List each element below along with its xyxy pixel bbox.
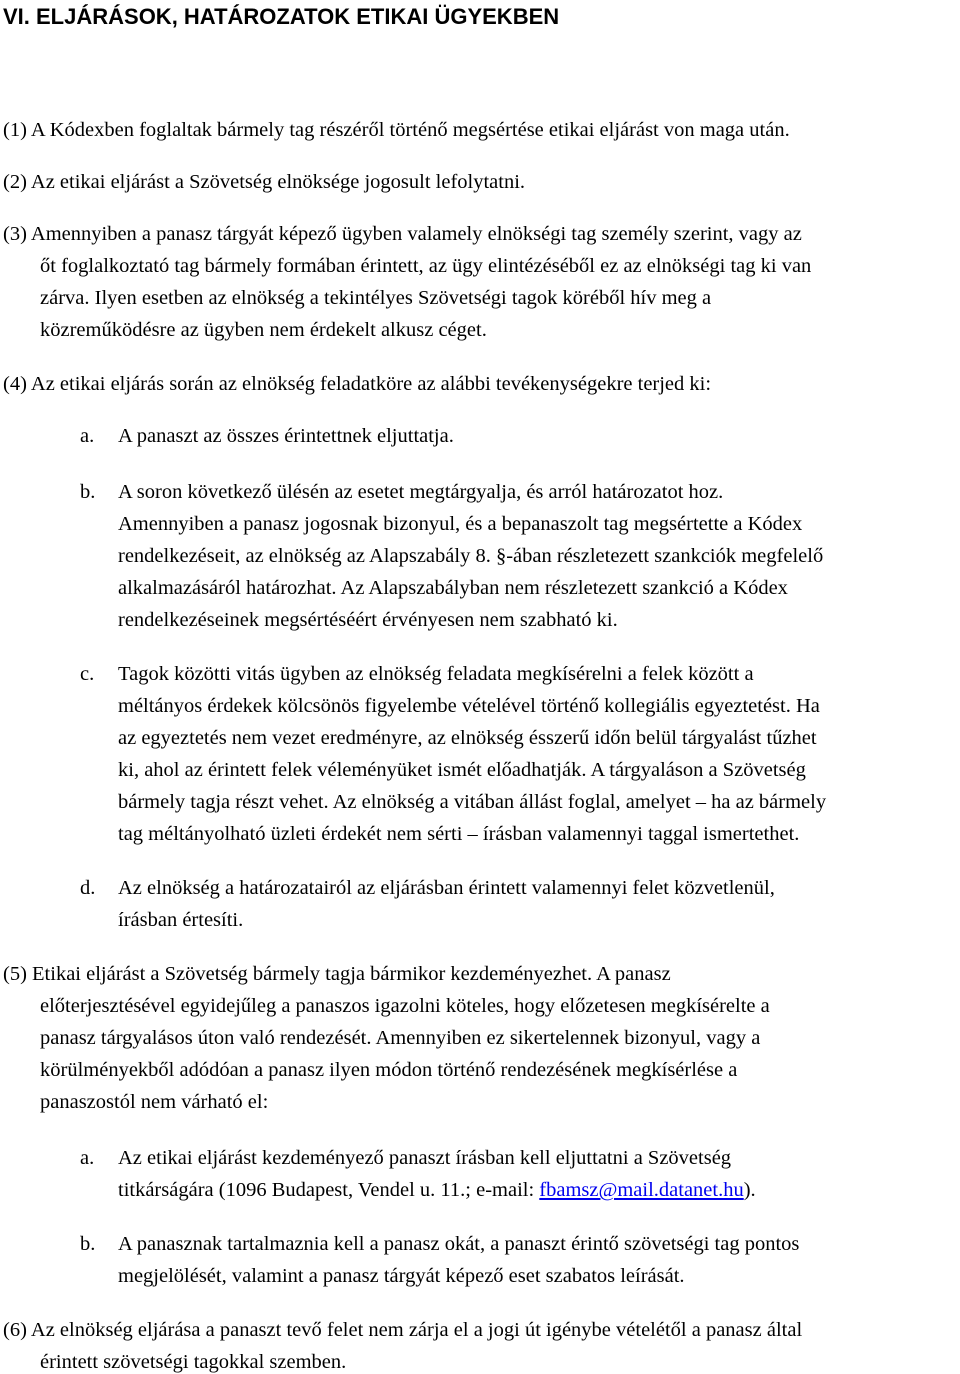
address-suffix: ). — [743, 1179, 756, 1201]
list-marker: b. — [80, 1233, 96, 1255]
paragraph-3-line: (3) Amennyiben a panasz tárgyát képező ügyben valamely elnökségi tag személy szerint, vagy az — [3, 223, 802, 245]
list-item-line: A panasznak tartalmaznia kell a panasz okát, a panaszt érintő szövetségi tag pontos — [118, 1233, 800, 1255]
paragraph-2: (2) Az etikai eljárást a Szövetség elnöksége jogosult lefolytatni. — [3, 171, 526, 193]
paragraph-6-line: (6) Az elnökség eljárása a panaszt tevő felet nem zárja el a jogi út igénybe vételétől a panasz által — [3, 1319, 803, 1341]
list-item-line: Tagok közötti vitás ügyben az elnökség feladata megkísérelni a felek között a — [118, 663, 754, 685]
list-item-line: bármely tagja részt vehet. Az elnökség a vitában állást foglal, amelyet – ha az bármely — [118, 791, 827, 813]
list-item-line: Az elnökség a határozatairól az eljárásban érintett valamennyi felet közvetlenül, — [118, 877, 775, 899]
paragraph-1: (1) A Kódexben foglaltak bármely tag részéről történő megsértése etikai eljárást von maga után. — [3, 119, 790, 141]
address-text: titkárságára (1096 Budapest, Vendel u. 11.; e-mail: — [118, 1179, 540, 1201]
list-item-line: alkalmazásáról határozhat. Az Alapszabályban nem részletezett szankció a Kódex — [118, 577, 788, 599]
list-marker: a. — [80, 1147, 95, 1169]
list-item-line: tag méltányolható üzleti érdekét nem sérti – írásban valamennyi taggal ismertethet. — [118, 823, 800, 845]
email-link[interactable]: fbamsz@mail.datanet.hu — [539, 1179, 744, 1201]
paragraph-6-line: érintett szövetségi tagokkal szemben. — [40, 1351, 347, 1373]
paragraph-4: (4) Az etikai eljárás során az elnökség feladatköre az alábbi tevékenységekre terjed ki: — [3, 373, 712, 395]
list-item-line: megjelölését, valamint a panasz tárgyát képező eset szabatos leírását. — [118, 1265, 685, 1287]
list-item-line: A panaszt az összes érintettnek eljuttatja. — [118, 425, 454, 447]
list-marker: d. — [80, 877, 96, 899]
paragraph-3-line: zárva. Ilyen esetben az elnökség a tekintélyes Szövetségi tagok köréből hív meg a — [40, 287, 712, 309]
paragraph-5-line: panasz tárgyalásos úton való rendezését. Amennyiben ez sikertelennek bizonyul, vagy a — [40, 1027, 761, 1049]
list-item-line: írásban értesíti. — [118, 909, 244, 931]
paragraph-5-line: körülményekből adódóan a panasz ilyen módon történő rendezésének megkísérlése a — [40, 1059, 738, 1081]
list-marker: b. — [80, 481, 96, 503]
list-item-line: Amennyiben a panasz jogosnak bizonyul, és a bepanaszolt tag megsértette a Kódex — [118, 513, 803, 535]
paragraph-3-line: közreműködésre az ügyben nem érdekelt alkusz céget. — [40, 319, 487, 341]
paragraph-5-line: (5) Etikai eljárást a Szövetség bármely tagja bármikor kezdeményezhet. A panasz — [3, 963, 671, 985]
list-item-line: rendelkezéseit, az elnökség az Alapszabály 8. §-ában részletezett szankciók megfelelő — [118, 545, 824, 567]
list-item-line: ki, ahol az érintett felek véleményüket ismét előadhatják. A tárgyaláson a Szövetség — [118, 759, 806, 781]
list-item-line: méltányos érdekek kölcsönös figyelembe vételével történő kollegiális egyeztetést. Ha — [118, 695, 820, 717]
list-item-line: A soron következő ülésén az esetet megtárgyalja, és arról határozatot hoz. — [118, 481, 724, 503]
section-heading: VI. ELJÁRÁSOK, HATÁROZATOK ETIKAI ÜGYEKBEN — [3, 4, 560, 29]
paragraph-5-line: panaszostól nem várható el: — [40, 1091, 269, 1113]
list-item-line: rendelkezéseinek megsértéséért érvényesen nem szabható ki. — [118, 609, 618, 631]
list-marker: a. — [80, 425, 95, 447]
paragraph-3-line: őt foglalkoztató tag bármely formában érintett, az ügy elintézéséből ez az elnökségi tag ki van — [40, 255, 812, 277]
list-marker: c. — [80, 663, 95, 685]
list-item-line: az egyeztetés nem vezet eredményre, az elnökség ésszerű időn belül tárgyalást tűzhet — [118, 727, 817, 749]
paragraph-5-line: előterjesztésével egyidejűleg a panaszos igazolni köteles, hogy előzetesen megkísérelte a — [40, 995, 770, 1017]
list-item-line-with-email — [118, 1178, 756, 1202]
list-item-line: Az etikai eljárást kezdeményező panaszt írásban kell eljuttatni a Szövetség — [118, 1147, 732, 1169]
